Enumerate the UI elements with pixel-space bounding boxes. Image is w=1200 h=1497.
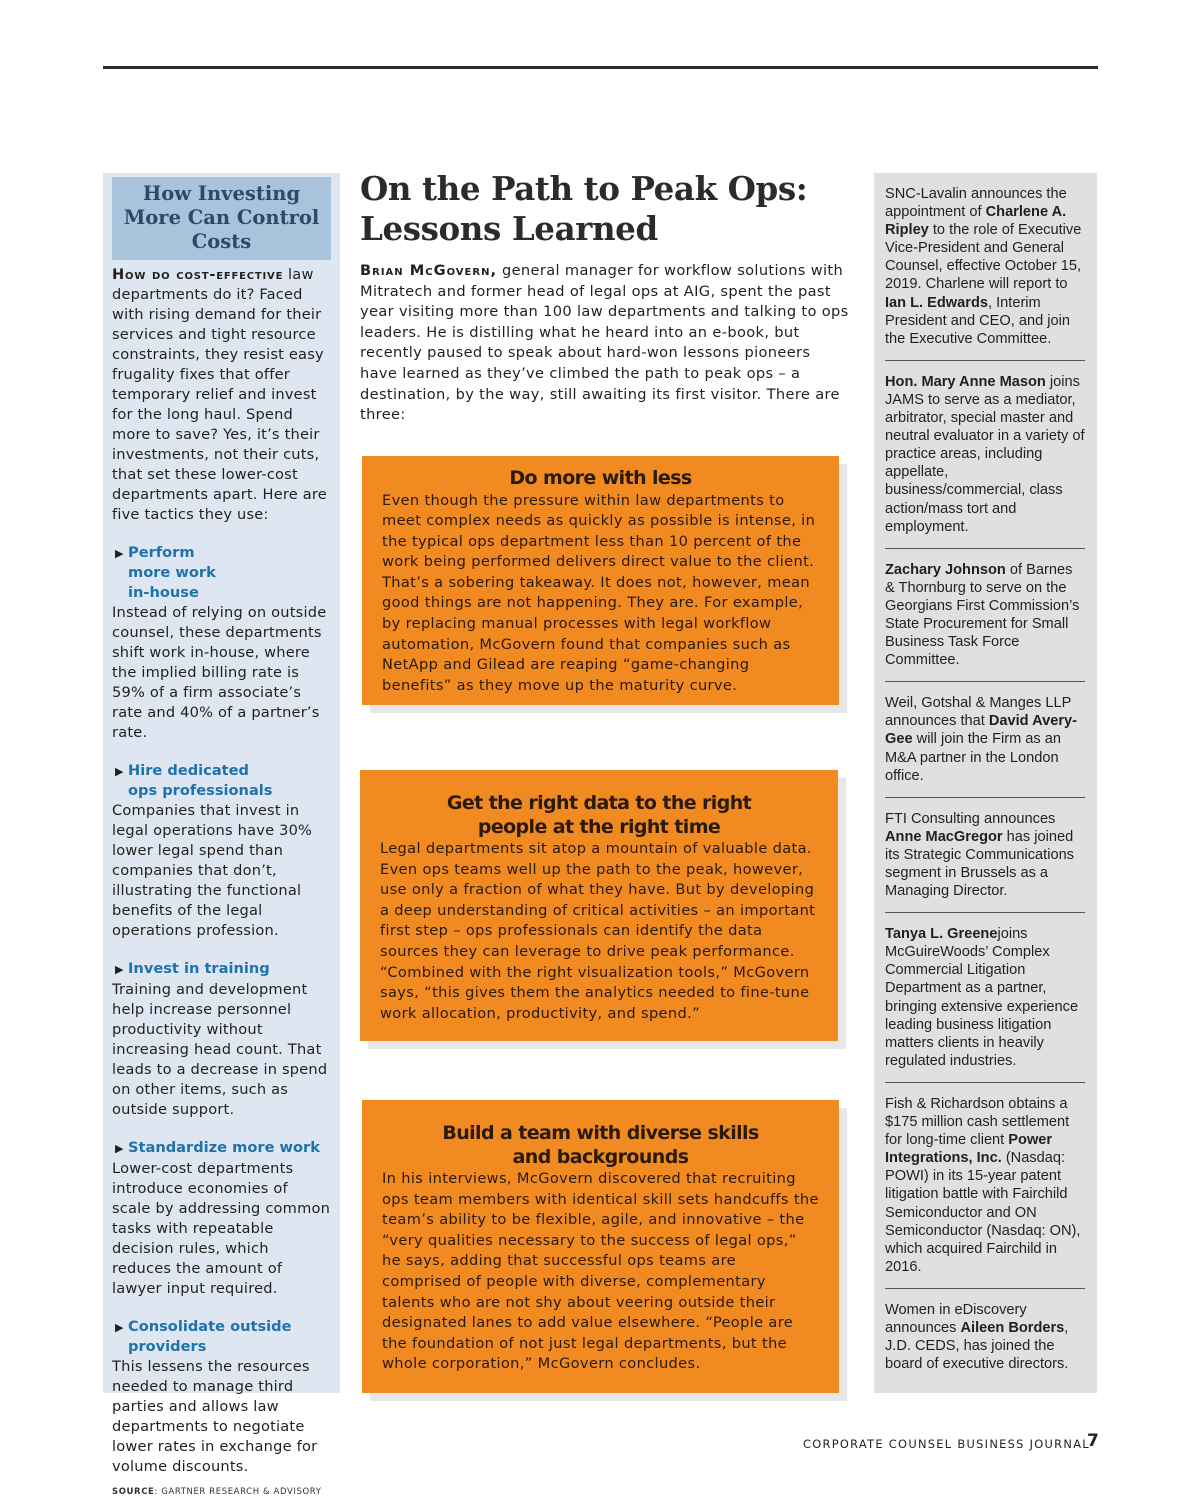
source-text: : GARTNER RESEARCH & ADVISORY <box>154 1487 322 1497</box>
lesson-body: In his interviews, McGovern discovered that recruiting ops team members with identical skill sets handcuffs the team’s ability to be flexible, agile, and innovative – the “very qualities necessary to the success of legal ops,” he says, adding that successful ops teams are comprised of people with diverse, complementary talents who are not shy about veering outside their designated lanes to add value elsewhere. “People are the foundation of not just legal departments, but the whole corporation,” McGovern concludes. <box>382 1170 819 1373</box>
triangle-right-icon: ▶ <box>115 963 124 976</box>
tactic-item <box>112 543 331 743</box>
sidebar-intro <box>112 265 331 525</box>
announcement-text: to the role of Executive Vice-President and General Counsel, effective October 15, 2019. Charlene will report to <box>885 222 1082 293</box>
announcement-name: Tanya L. Greene <box>885 926 998 943</box>
source-note <box>112 1487 331 1497</box>
announcement-item <box>885 1288 1085 1385</box>
tactic-body: Training and development help increase personnel productivity without increasing head count. That leads to a decrease in spend on other items, such as outside support. <box>112 981 328 1118</box>
announcement-text: will join the Firm as an M&A partner in the London office. <box>885 731 1062 784</box>
tactic-title: Hire dedicated ops professionals <box>128 762 273 799</box>
tactic-body: Companies that invest in legal operations have 30% lower legal spend than companies that don’t, illustrating the functional benefits of the legal operations profession. <box>112 802 313 939</box>
announcement-name: Zachary Johnson <box>885 561 1006 578</box>
tactic-heading <box>112 761 331 801</box>
tactic-item <box>112 1138 331 1299</box>
announcement-text: FTI Consulting announces <box>885 810 1056 827</box>
lesson-heading: Do more with less <box>509 467 692 489</box>
announcement-text: , Interim President and CEO, and join the Executive Committee. <box>885 294 1070 347</box>
announcement-text: Fish & Richardson obtains a $175 million cash settlement for long-time client <box>885 1095 1070 1149</box>
announcement-name: David Avery-Gee <box>885 713 1077 748</box>
announcement-name: Hon. Mary Anne Mason <box>885 373 1046 390</box>
article-title: On the Path to Peak Ops: Lessons Learned <box>360 169 808 248</box>
tactic-title: Invest in training <box>128 960 270 977</box>
announcement-text: has joined its Strategic Communications segment in Brussels as a Managing Director. <box>885 828 1074 900</box>
announcements-panel <box>874 173 1097 1393</box>
announcement-item <box>885 681 1085 796</box>
lesson-heading: Get the right data to the right people at the right time <box>446 792 752 838</box>
announcement-text: Weil, Gotshal & Manges LLP announces that <box>885 695 1072 730</box>
tactic-body: This lessens the resources needed to manage third parties and allows law departments to negotiate lower rates in exchange for volume discounts. <box>112 1358 318 1475</box>
tactic-item <box>112 761 331 941</box>
announcement-item <box>885 1082 1085 1288</box>
announcement-text: of Barnes & Thornburg to serve on the Georgians First Commission’s State Procurement for Small Business Task Force Committee. <box>885 561 1080 669</box>
lesson-body: Legal departments sit atop a mountain of valuable data. Even ops teams well up the path to the peak, however, use only a fraction of what they have. But by developing a deep understanding of critical activities – an important first step – ops professionals can identify the data sources they can leverage to drive peak performance. “Combined with the right visualization tools,” McGovern says, “this gives them the analytics needed to fine-tune work allocation, productivity, and spend.” <box>380 840 816 1022</box>
article-intro <box>360 261 850 426</box>
footer-journal-name: CORPORATE COUNSEL BUSINESS JOURNAL <box>803 1437 1090 1451</box>
announcement-name: Charlene A. Ripley <box>885 204 1067 239</box>
announcement-text: joins McGuireWoods’ Complex Commercial Litigation Department as a partner, bringing extensive experience leading business litigation matters clients in heavily regulated industries. <box>885 926 1079 1069</box>
tactic-heading <box>112 1317 331 1357</box>
triangle-right-icon: ▶ <box>115 1321 124 1334</box>
page-number: 7 <box>1087 1431 1099 1451</box>
tactic-heading <box>112 959 331 980</box>
triangle-right-icon: ▶ <box>115 765 124 778</box>
lesson-box <box>360 770 838 1041</box>
lesson-box <box>362 456 839 705</box>
announcement-text: joins JAMS to serve as a mediator, arbitrator, special master and neutral evaluator in a variety of practice areas, including appellate, business/commercial, class action/mass tort and employment. <box>885 373 1085 535</box>
sidebar-panel <box>103 173 340 1497</box>
announcement-item <box>885 360 1085 548</box>
announcement-text: SNC-Lavalin announces the appointment of <box>885 186 1067 221</box>
tactic-title: Consolidate outside providers <box>128 1318 292 1355</box>
lesson-box <box>362 1100 839 1393</box>
announcement-item <box>885 185 1085 360</box>
tactic-title: Perform more work in-house <box>128 544 216 601</box>
top-rule <box>103 66 1098 69</box>
announcement-name: Anne MacGregor <box>885 828 1003 845</box>
lesson-heading: Build a team with diverse skills and backgrounds <box>442 1122 759 1168</box>
sidebar-title: How Investing More Can Control Costs <box>112 177 331 260</box>
source-label: SOURCE <box>112 1487 155 1497</box>
announcement-name: Ian L. Edwards <box>885 294 988 311</box>
announcement-text: Women in eDiscovery announces <box>885 1301 1027 1336</box>
triangle-right-icon: ▶ <box>115 1142 124 1155</box>
article-intro-text: general manager for workflow solutions with Mitratech and former head of legal ops at AIG, spent the past year visiting more than 100 law departments and talking to ops leaders. He is distilling what he heard into an e-book, but recently paused to speak about hard-won lessons pioneers have learned as they’ve climbed the path to peak ops – a destination, by the way, still awaiting its first visitor. There are three: <box>360 262 849 424</box>
tactic-heading <box>112 1138 331 1159</box>
announcement-name: Aileen Borders <box>960 1319 1065 1336</box>
announcement-name: Power Integrations, Inc. <box>885 1132 1053 1167</box>
announcement-item <box>885 797 1085 912</box>
sidebar-intro-lead: How do cost-effective <box>112 266 284 283</box>
tactic-item <box>112 959 331 1120</box>
announcement-text: , J.D. CEDS, has joined the board of executive directors. <box>885 1319 1069 1373</box>
announcement-item <box>885 912 1085 1082</box>
tactic-item <box>112 1317 331 1477</box>
announcement-item <box>885 548 1085 682</box>
tactic-body: Lower-cost departments introduce economies of scale by addressing common tasks with repeatable decision rules, which reduces the amount of lawyer input required. <box>112 1160 331 1297</box>
article-byline: Brian McGovern, <box>360 262 497 279</box>
sidebar-intro-text: law departments do it? Faced with rising demand for their services and tight resource constraints, they resist easy frugality fixes that offer temporary relief and invest for the long haul. Spend more to save? Yes, it’s their investments, not their cuts, that set these lower-cost departments apart. Here are five tactics they use: <box>112 266 327 523</box>
lesson-body: Even though the pressure within law departments to meet complex needs as quickly as possible is intense, in the typical ops department less than 10 percent of the work being performed delivers direct value to the client. That’s a sobering takeaway. It does not, however, mean good things are not happening. They are. For example, by replacing manual processes with legal workflow automation, McGovern found that companies such as NetApp and Gilead are reaping “game-changing benefits” as they move up the maturity curve. <box>382 491 816 694</box>
tactic-heading <box>112 543 331 603</box>
tactic-body: Instead of relying on outside counsel, these departments shift work in-house, where the implied billing rate is 59% of a firm associate’s rate and 40% of a partner’s rate. <box>112 604 327 741</box>
tactic-title: Standardize more work <box>128 1139 320 1156</box>
triangle-right-icon: ▶ <box>115 547 124 560</box>
announcement-text: (Nasdaq: POWI) in its 15-year patent litigation battle with Fairchild Semiconductor and ON Semiconductor (Nasdaq: ON), which acquired Fairchild in 2016. <box>885 1150 1081 1275</box>
